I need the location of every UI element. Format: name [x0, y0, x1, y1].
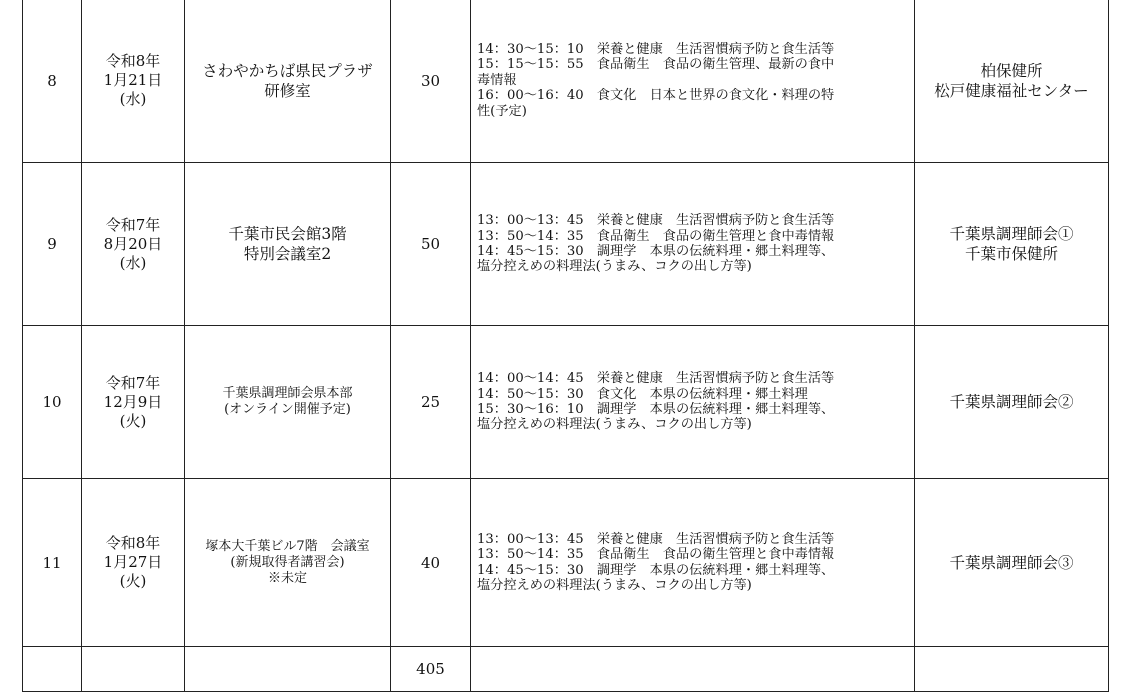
date-day: 12月9日 — [103, 392, 163, 411]
date-weekday: (水) — [119, 90, 147, 108]
content-cell — [471, 163, 915, 326]
capacity-cell: 50 — [391, 163, 471, 326]
venue-line: ※未定 — [267, 570, 307, 586]
date-year: 令和7年 — [105, 373, 161, 392]
content-line: 13：00〜13：45 栄養と健康 生活習慣病予防と食生活等 — [477, 213, 835, 229]
content-line: 13：00〜13：45 栄養と健康 生活習慣病予防と食生活等 — [477, 531, 835, 547]
content-line: 16：00〜16：40 食文化 日本と世界の食文化・料理の特 — [477, 88, 835, 104]
venue-line: さわやかちば県民プラザ — [202, 61, 373, 80]
organizer-cell — [915, 326, 1109, 479]
venue-line: 塚本大千葉ビル7階 会議室 — [205, 538, 370, 554]
row-number: 9 — [23, 163, 82, 326]
table-row — [23, 326, 1109, 479]
content-line: 塩分控えめの料理法(うまみ、コクの出し方等) — [477, 259, 752, 275]
capacity-cell: 40 — [391, 479, 471, 647]
venue-line: 千葉県調理師会県本部 — [222, 386, 353, 401]
organizer-line: 千葉県調理師会③ — [949, 553, 1074, 572]
content-line: 塩分控えめの料理法(うまみ、コクの出し方等) — [477, 417, 752, 433]
total-capacity: 405 — [391, 647, 471, 692]
content-cell — [471, 0, 915, 163]
venue-line: 特別会議室2 — [243, 245, 332, 263]
date-cell — [82, 0, 185, 163]
organizer-line: 松戸健康福祉センター — [934, 81, 1089, 100]
date-year: 令和8年 — [105, 534, 161, 552]
content-line: 14：00〜14：45 栄養と健康 生活習慣病予防と食生活等 — [477, 371, 835, 387]
row-number: 8 — [23, 0, 82, 163]
total-empty-cell — [471, 647, 915, 692]
date-day: 8月20日 — [103, 234, 163, 253]
venue-line: (新規取得者講習会) — [230, 554, 345, 570]
content-line: 14：50〜15：30 食文化 本県の伝統料理・郷土料理 — [477, 386, 808, 402]
venue-cell — [185, 0, 391, 163]
venue-cell — [185, 479, 391, 647]
date-cell — [82, 326, 185, 479]
capacity-cell: 25 — [391, 326, 471, 479]
row-number: 11 — [23, 479, 82, 647]
organizer-line: 柏保健所 — [980, 61, 1043, 80]
content-line: 毒情報 — [477, 72, 517, 88]
organizer-line: 千葉県調理師会① — [949, 225, 1074, 243]
content-cell — [471, 479, 915, 647]
date-year: 令和7年 — [105, 215, 161, 234]
table-row — [23, 479, 1109, 647]
table-row — [23, 163, 1109, 326]
date-year: 令和8年 — [105, 52, 161, 70]
content-line: 14：45〜15：30 調理学 本県の伝統料理・郷土料理等、 — [477, 562, 835, 578]
content-line: 13：50〜14：35 食品衛生 食品の衛生管理と食中毒情報 — [477, 547, 835, 563]
organizer-cell — [915, 0, 1109, 163]
row-number: 10 — [23, 326, 82, 479]
total-empty-cell — [185, 647, 391, 692]
date-cell — [82, 479, 185, 647]
content-line: 13：50〜14：35 食品衛生 食品の衛生管理と食中毒情報 — [477, 228, 835, 244]
organizer-line: 千葉県調理師会② — [949, 393, 1074, 411]
venue-cell — [185, 163, 391, 326]
content-line: 塩分控えめの料理法(うまみ、コクの出し方等) — [477, 577, 752, 593]
date-day: 1月27日 — [103, 553, 163, 571]
date-weekday: (火) — [119, 411, 147, 430]
date-weekday: (水) — [119, 253, 147, 272]
content-line: 性(予定) — [477, 103, 527, 119]
content-line: 14：45〜15：30 調理学 本県の伝統料理・郷土料理等、 — [477, 244, 835, 259]
content-line: 15：30〜16：10 調理学 本県の伝統料理・郷土料理等、 — [477, 402, 835, 417]
content-cell — [471, 326, 915, 479]
table-row — [23, 0, 1109, 163]
organizer-line: 千葉市保健所 — [964, 245, 1058, 263]
total-empty-cell — [915, 647, 1109, 692]
venue-cell — [185, 326, 391, 479]
total-empty-cell — [23, 647, 82, 692]
total-empty-cell — [82, 647, 185, 692]
capacity-cell: 30 — [391, 0, 471, 163]
date-cell — [82, 163, 185, 326]
course-schedule-table — [22, 0, 1109, 692]
date-day: 1月21日 — [103, 71, 163, 89]
organizer-cell — [915, 479, 1109, 647]
date-weekday: (火) — [119, 572, 147, 590]
venue-line: 千葉市民会館3階 — [228, 225, 347, 243]
venue-line: 研修室 — [264, 81, 311, 100]
content-line: 15：15〜15：55 食品衛生 食品の衛生管理、最新の食中 — [477, 57, 835, 73]
total-row — [23, 647, 1109, 692]
content-line: 14：30〜15：10 栄養と健康 生活習慣病予防と食生活等 — [477, 41, 835, 57]
venue-line: (オンライン開催予定) — [224, 402, 351, 417]
organizer-cell — [915, 163, 1109, 326]
